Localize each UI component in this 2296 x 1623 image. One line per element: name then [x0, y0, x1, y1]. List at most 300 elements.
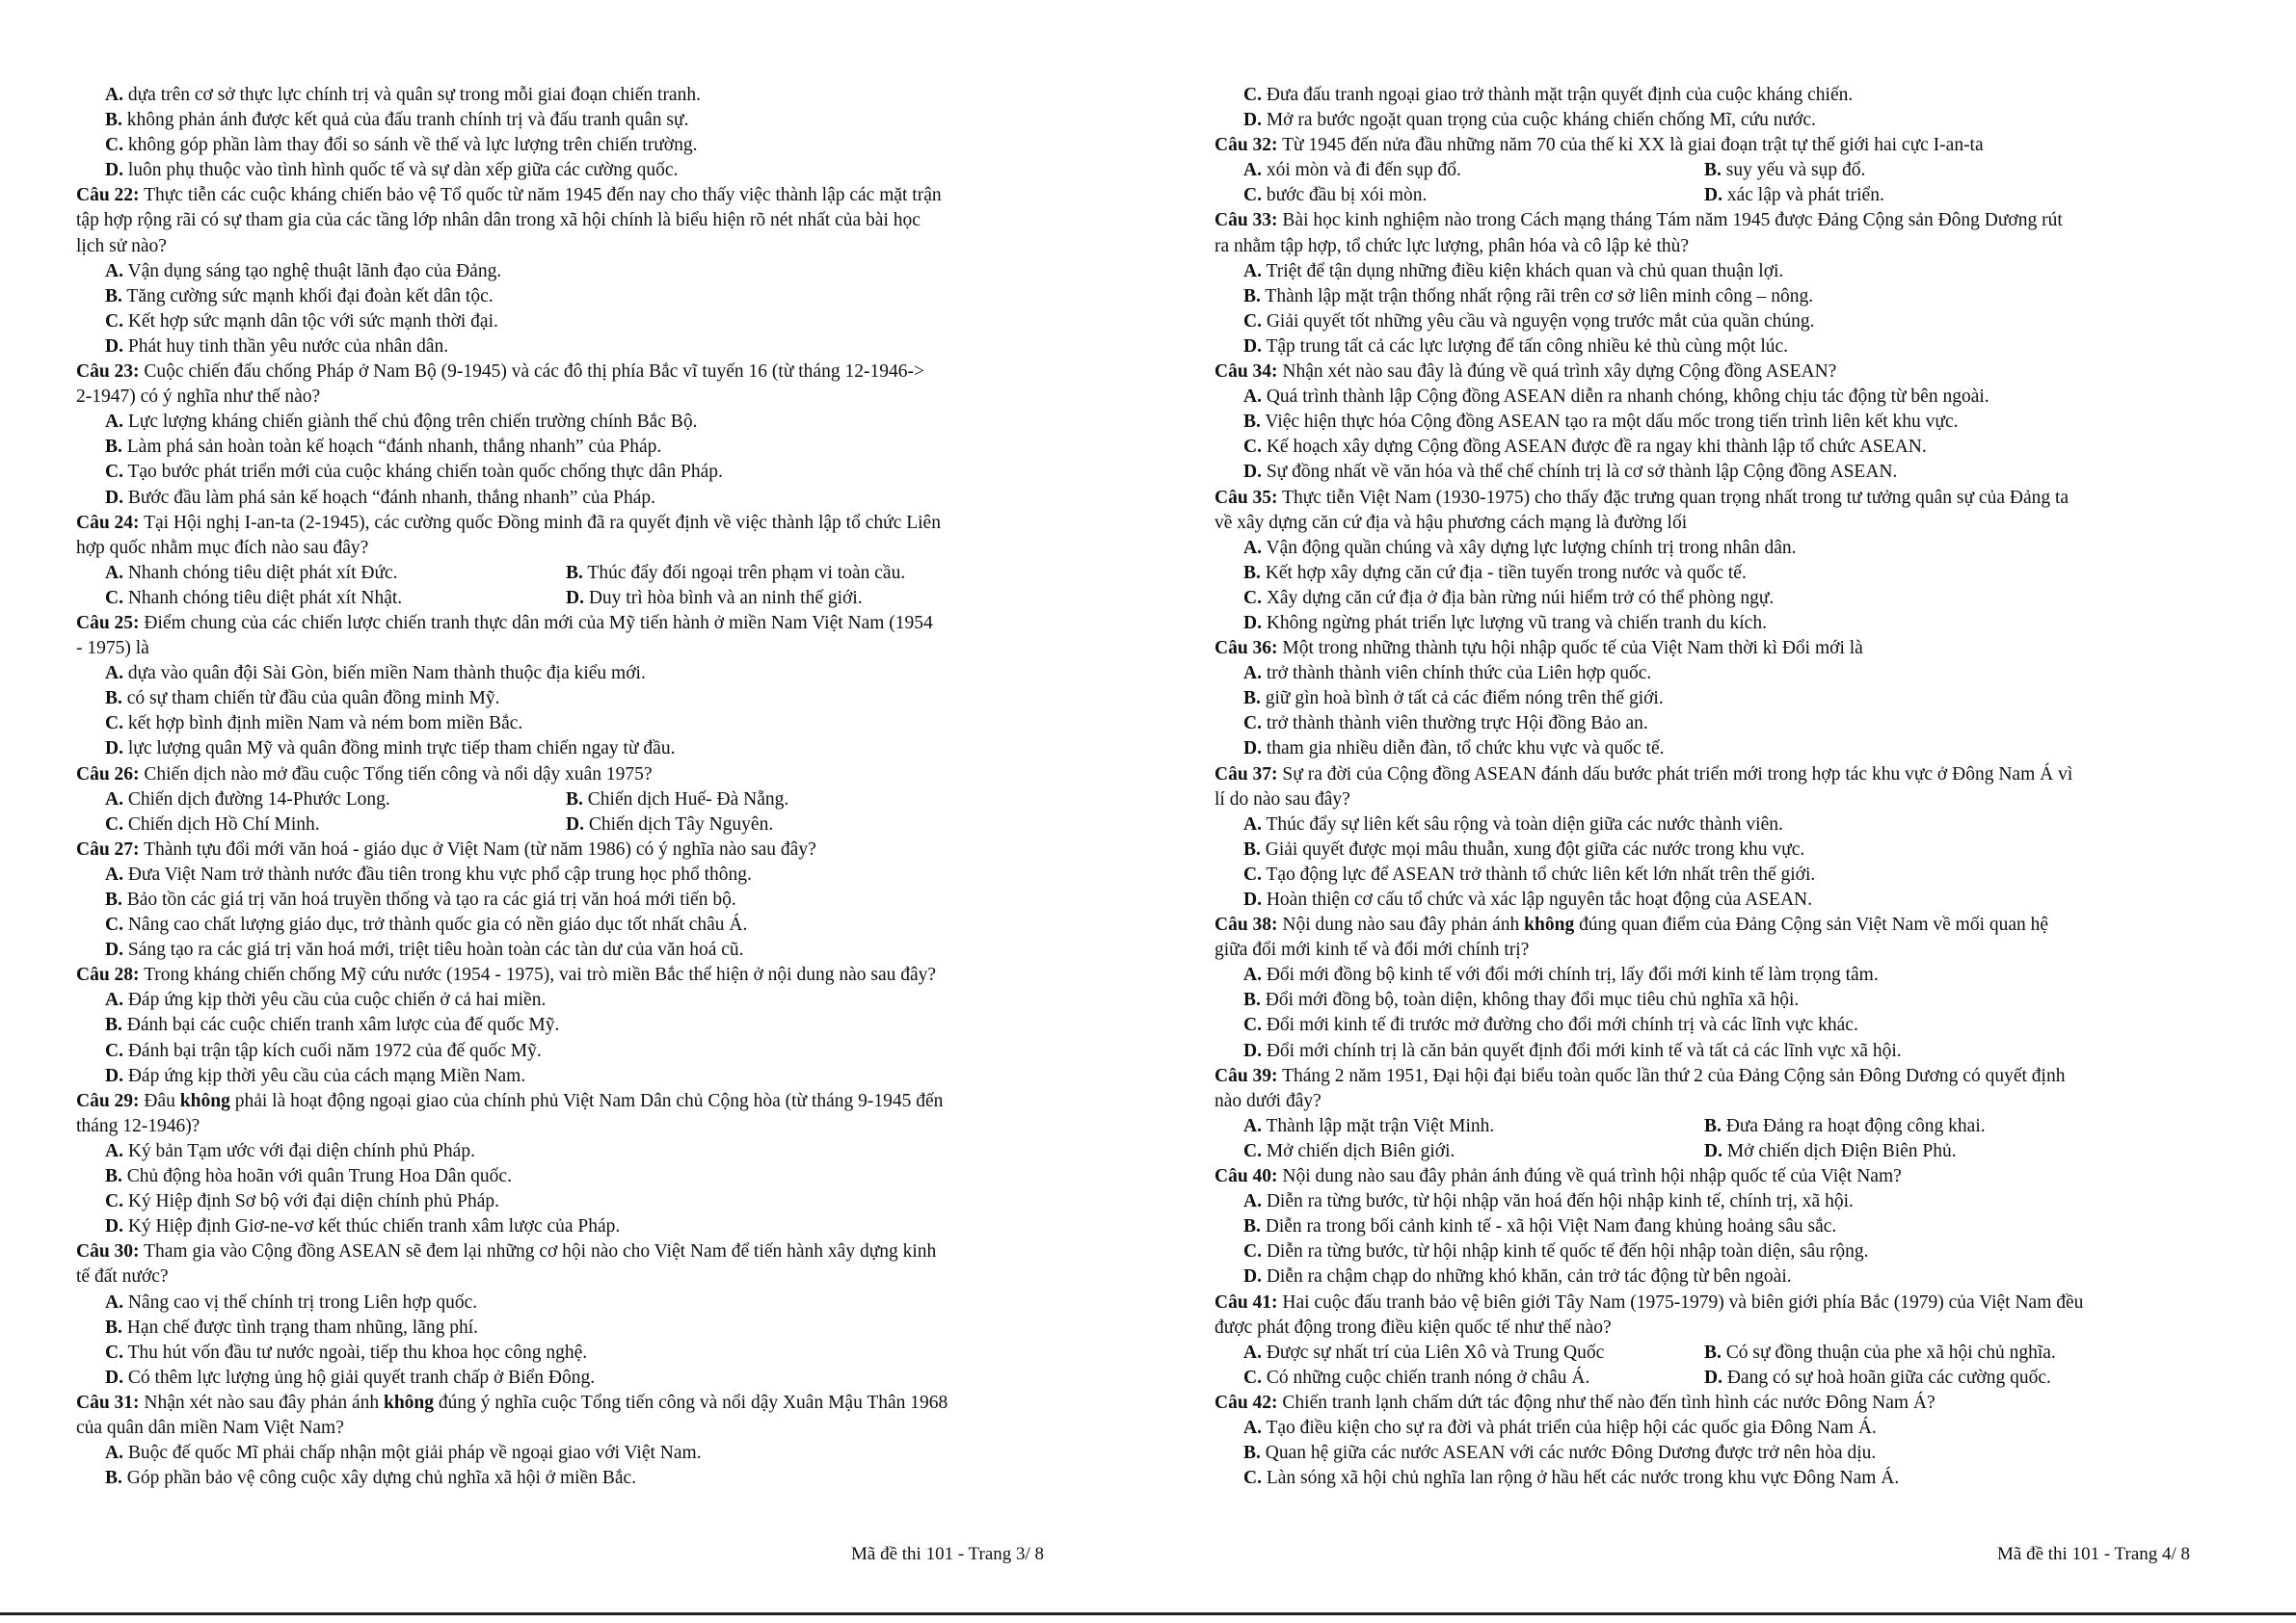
- question-text: tập hợp rộng rãi có sự tham gia của các tầng lớp nhân dân trong xã hội chính là biểu hiện rõ nét nhất của bài học: [76, 210, 921, 231]
- option-letter: A.: [1243, 1417, 1262, 1438]
- option-letter: A.: [105, 1291, 123, 1313]
- answer-option: [1215, 1239, 2238, 1264]
- option-text: giữ gìn hoà bình ở tất cả các điểm nóng trên thế giới.: [1260, 688, 1664, 709]
- emphasis-word: không: [1524, 915, 1575, 936]
- option-letter: B.: [1243, 562, 1261, 583]
- question-continuation: [76, 234, 1098, 259]
- question-line: [76, 183, 1098, 208]
- question-text: Tại Hội nghị I-an-ta (2-1945), các cường quốc Đồng minh đã ra quyết định về việc thành lập tổ chức Liên: [139, 512, 941, 533]
- option-letter: D.: [105, 1216, 123, 1237]
- question-text: ra nhằm tập hợp, tổ chức lực lượng, phân hóa và cô lập kẻ thù?: [1215, 235, 1690, 256]
- answer-option: [1215, 536, 2238, 561]
- question-line: [1215, 359, 2238, 385]
- question-number: Câu 37:: [1215, 763, 1278, 785]
- answer-option: [1215, 812, 2238, 838]
- option-letter: B.: [1243, 688, 1261, 709]
- question-continuation: [1215, 511, 2238, 536]
- option-letter: D.: [1704, 1140, 1722, 1161]
- question-line: [76, 359, 1098, 385]
- option-letter: B.: [105, 1468, 122, 1489]
- option-letter: C.: [105, 1040, 123, 1061]
- question-text: đúng quan điểm của Đảng Cộng sản Việt Nam về mối quan hệ: [1574, 915, 2049, 936]
- option-text: Đáp ứng kịp thời yêu cầu của cách mạng Miền Nam.: [122, 1065, 526, 1086]
- question-number: Câu 39:: [1215, 1065, 1278, 1086]
- option-letter: D.: [105, 1367, 123, 1388]
- option-text: Giải quyết tốt những yêu cầu và nguyện vọng trước mắt của quần chúng.: [1261, 310, 1815, 332]
- option-letter: A.: [105, 1443, 123, 1464]
- answer-option: [1215, 963, 2238, 988]
- question-number: Câu 34:: [1215, 361, 1278, 383]
- emphasis-word: không: [179, 1090, 230, 1111]
- answer-option: [1215, 1214, 2238, 1239]
- option-letter: B.: [1243, 838, 1261, 860]
- question-text: Tháng 2 năm 1951, Đại hội đại biểu toàn quốc lần thứ 2 của Đảng Cộng sản Đông Dương có quyết định: [1277, 1065, 2066, 1086]
- answer-option: [1215, 838, 2238, 863]
- question-line: [1215, 1391, 2238, 1416]
- option-letter: C.: [1243, 1140, 1262, 1161]
- option-text: Đáp ứng kịp thời yêu cầu của cuộc chiến ở cả hai miền.: [122, 990, 547, 1011]
- answer-option: [76, 1164, 1098, 1189]
- question-text: về xây dựng căn cứ địa và hậu phương cách mạng là đường lối: [1215, 512, 1688, 533]
- option-text: Góp phần bảo vệ công cuộc xây dựng chủ nghĩa xã hội ở miền Bắc.: [121, 1468, 637, 1489]
- option-text: không phản ánh được kết quả của đấu tranh chính trị và đấu tranh quân sự.: [121, 110, 689, 131]
- question-line: [1215, 1164, 2238, 1189]
- option-letter: B.: [105, 110, 122, 131]
- option-letter: C.: [1243, 185, 1262, 206]
- question-number: Câu 40:: [1215, 1166, 1278, 1187]
- option-text: Ký bản Tạm ước với đại diện chính phủ Pháp.: [122, 1140, 475, 1161]
- answer-option: [1215, 284, 2238, 309]
- question-number: Câu 22:: [76, 185, 140, 206]
- option-cell: [1704, 183, 2238, 208]
- option-text: Đang có sự hoà hoãn giữa các cường quốc.: [1726, 1367, 2051, 1388]
- answer-option: [1215, 1441, 2238, 1466]
- option-text: Chiến dịch Tây Nguyên.: [588, 813, 774, 835]
- question-number: Câu 29:: [76, 1090, 140, 1111]
- answer-option: [1215, 1013, 2238, 1038]
- answer-option: [76, 435, 1098, 460]
- answer-option: [76, 83, 1098, 108]
- page-4-column: [1215, 83, 2238, 1491]
- option-text: Ký Hiệp định Giơ-ne-vơ kết thúc chiến tranh xâm lược của Pháp.: [122, 1216, 621, 1237]
- option-text: Chiến dịch Huế- Đà Nẵng.: [587, 788, 789, 810]
- option-letter: A.: [105, 864, 123, 885]
- question-text: hợp quốc nhằm mục đích nào sau đây?: [76, 537, 369, 558]
- answer-option: [1215, 863, 2238, 888]
- option-text: Ký Hiệp định Sơ bộ với đại diện chính phủ Pháp.: [122, 1191, 499, 1212]
- answer-option: [76, 460, 1098, 485]
- question-number: Câu 32:: [1215, 135, 1278, 156]
- question-line: [1215, 208, 2238, 233]
- option-letter: D.: [1704, 1367, 1722, 1388]
- question-number: Câu 30:: [76, 1241, 140, 1263]
- question-text: Từ 1945 đến nửa đầu những năm 70 của thế kỉ XX là giai đoạn trật tự thế giới hai cực I-an-ta: [1277, 135, 1984, 156]
- option-letter: D.: [1243, 738, 1262, 759]
- question-text: giữa đổi mới kinh tế và đổi mới chính trị?: [1215, 940, 1530, 961]
- answer-option: [1215, 108, 2238, 133]
- option-letter: C.: [1243, 1367, 1262, 1388]
- answer-option: [1215, 1466, 2238, 1491]
- answer-option: [76, 284, 1098, 309]
- question-number: Câu 42:: [1215, 1392, 1278, 1413]
- option-letter: A.: [1243, 965, 1262, 986]
- option-cell: [1243, 183, 1704, 208]
- option-text: Có thêm lực lượng ủng hộ giải quyết tranh chấp ở Biển Đông.: [122, 1367, 596, 1388]
- option-letter: D.: [1243, 110, 1262, 131]
- question-continuation: [1215, 1316, 2238, 1341]
- option-letter: C.: [1243, 587, 1262, 608]
- option-cell: [1243, 1341, 1704, 1366]
- option-letter: A.: [105, 1140, 123, 1161]
- answer-option: [76, 661, 1098, 686]
- answer-option: [1215, 988, 2238, 1013]
- answer-option: [1215, 1416, 2238, 1441]
- answer-option: [76, 888, 1098, 913]
- option-text: Đưa đấu tranh ngoại giao trở thành mặt trận quyết định của cuộc kháng chiến.: [1261, 85, 1854, 105]
- question-text: Chiến tranh lạnh chấm dứt tác động như thế nào đến tình hình các nước Đông Nam Á?: [1277, 1392, 1936, 1413]
- option-text: Làm phá sản hoàn toàn kế hoạch “đánh nhanh, thắng nhanh” của Pháp.: [121, 437, 662, 458]
- option-letter: D.: [1243, 1040, 1262, 1061]
- option-letter: B.: [1704, 1342, 1722, 1363]
- question-text: Nội dung nào sau đây phản ánh: [1277, 915, 1525, 936]
- option-cell: [1704, 1366, 2238, 1391]
- option-text: Quá trình thành lập Cộng đồng ASEAN diễn ra nhanh chóng, không chịu tác động từ bên ngoài.: [1261, 386, 1989, 408]
- option-text: Bảo tồn các giá trị văn hoá truyền thống và tạo ra các giá trị văn hoá mới tiến bộ.: [121, 890, 736, 910]
- answer-option: [76, 1441, 1098, 1466]
- option-letter: D.: [105, 335, 123, 357]
- option-cell: [566, 812, 1098, 838]
- answer-option: [1215, 1039, 2238, 1064]
- option-letter: B.: [105, 1015, 122, 1036]
- option-text: Tăng cường sức mạnh khối đại đoàn kết dân tộc.: [121, 285, 494, 306]
- option-text: Chủ động hòa hoãn với quân Trung Hoa Dân quốc.: [121, 1166, 512, 1187]
- option-text: Chiến dịch Hồ Chí Minh.: [127, 813, 320, 835]
- option-row: [1215, 1366, 2238, 1391]
- question-text: Cuộc chiến đấu chống Pháp ở Nam Bộ (9-1945) và các đô thị phía Bắc vĩ tuyến 16 (từ tháng 12-1946->: [139, 361, 924, 383]
- option-letter: D.: [1243, 890, 1262, 910]
- option-letter: D.: [566, 813, 584, 835]
- answer-option: [76, 863, 1098, 888]
- option-row: [1215, 1114, 2238, 1139]
- option-text: Mở chiến dịch Biên giới.: [1266, 1140, 1455, 1161]
- option-text: Sáng tạo ra các giá trị văn hoá mới, triệt tiêu hoàn toàn các tàn dư của văn hoá cũ.: [122, 940, 744, 961]
- option-letter: D.: [105, 160, 123, 181]
- option-letter: A.: [1243, 160, 1262, 181]
- option-letter: C.: [1243, 310, 1262, 332]
- option-letter: A.: [1243, 1115, 1262, 1136]
- page-footer-left: Mã đề thi 101 - Trang 3/ 8: [851, 1544, 1045, 1564]
- option-letter: B.: [105, 437, 122, 458]
- option-text: Kết hợp xây dựng căn cứ địa - tiền tuyến trong nước và quốc tế.: [1260, 562, 1747, 583]
- option-letter: D.: [566, 587, 584, 608]
- option-cell: [1243, 1139, 1704, 1164]
- option-letter: B.: [1243, 1443, 1261, 1464]
- page-3-column: [76, 83, 1098, 1491]
- option-letter: C.: [105, 1191, 123, 1212]
- question-number: Câu 38:: [1215, 915, 1278, 936]
- option-letter: B.: [1243, 412, 1261, 433]
- question-continuation: [76, 1416, 1098, 1441]
- option-text: Giải quyết được mọi mâu thuẫn, xung đột giữa các nước trong khu vực.: [1260, 838, 1805, 860]
- answer-option: [1215, 259, 2238, 284]
- option-text: Đổi mới đồng bộ kinh tế với đổi mới chính trị, lấy đổi mới kinh tế làm trọng tâm.: [1261, 965, 1879, 986]
- question-number: Câu 28:: [76, 965, 140, 986]
- question-number: Câu 33:: [1215, 210, 1278, 231]
- option-letter: C.: [105, 587, 123, 608]
- answer-option: [76, 1366, 1098, 1391]
- option-text: Kết hợp sức mạnh dân tộc với sức mạnh thời đại.: [122, 310, 498, 332]
- option-letter: A.: [105, 788, 123, 810]
- option-text: dựa trên cơ sở thực lực chính trị và quân sự trong mỗi giai đoạn chiến tranh.: [122, 85, 701, 105]
- option-text: Diễn ra từng bước, từ hội nhập kinh tế quốc tế đến hội nhập toàn diện, sâu rộng.: [1261, 1241, 1869, 1263]
- option-text: Xây dựng căn cứ địa ở địa bàn rừng núi hiểm trở có thể phòng ngự.: [1261, 587, 1775, 608]
- question-text: phải là hoạt động ngoại giao của chính phủ Việt Nam Dân chủ Cộng hòa (từ tháng 9-1945 đến: [229, 1090, 944, 1111]
- answer-option: [1215, 561, 2238, 586]
- option-letter: A.: [105, 562, 123, 583]
- option-cell: [105, 561, 566, 586]
- option-text: tham gia nhiều diễn đàn, tổ chức khu vực và quốc tế.: [1261, 738, 1665, 759]
- option-letter: A.: [105, 663, 123, 684]
- option-letter: B.: [1704, 160, 1722, 181]
- option-letter: D.: [105, 738, 123, 759]
- option-letter: C.: [105, 813, 123, 835]
- answer-option: [76, 1139, 1098, 1164]
- option-text: Triệt để tận dụng những điều kiện khách quan và chủ quan thuận lợi.: [1261, 260, 1784, 281]
- question-continuation: [76, 636, 1098, 661]
- question-text: Nhận xét nào sau đây là đúng về quá trình xây dựng Cộng đồng ASEAN?: [1277, 361, 1837, 383]
- question-continuation: [1215, 938, 2238, 963]
- question-number: Câu 36:: [1215, 638, 1278, 659]
- question-text: đúng ý nghĩa cuộc Tổng tiến công và nổi dậy Xuân Mậu Thân 1968: [434, 1392, 948, 1413]
- question-text: Một trong những thành tựu hội nhập quốc tế của Việt Nam thời kì Đổi mới là: [1277, 638, 1863, 659]
- question-text: 2-1947) có ý nghĩa như thế nào?: [76, 386, 321, 408]
- option-text: xói mòn và đi đến sụp đổ.: [1266, 160, 1461, 181]
- option-text: Nâng cao vị thế chính trị trong Liên hợp quốc.: [122, 1291, 478, 1313]
- page-footer-right: Mã đề thi 101 - Trang 4/ 8: [1997, 1544, 2191, 1564]
- option-letter: C.: [105, 713, 123, 734]
- question-line: [1215, 636, 2238, 661]
- answer-option: [1215, 460, 2238, 485]
- question-number: Câu 24:: [76, 512, 140, 533]
- answer-option: [1215, 686, 2238, 711]
- option-text: Làn sóng xã hội chủ nghĩa lan rộng ở hầu hết các nước trong khu vực Đông Nam Á.: [1261, 1468, 1900, 1489]
- answer-option: [76, 686, 1098, 711]
- question-text: Bài học kinh nghiệm nào trong Cách mạng tháng Tám năm 1945 được Đảng Cộng sản Đông Dương rút: [1277, 210, 2063, 231]
- question-line: [1215, 913, 2238, 938]
- option-text: lực lượng quân Mỹ và quân đồng minh trực tiếp tham chiến ngay từ đầu.: [122, 738, 676, 759]
- question-line: [76, 1391, 1098, 1416]
- option-letter: A.: [1243, 386, 1262, 408]
- option-letter: D.: [1243, 612, 1262, 633]
- answer-option: [76, 913, 1098, 938]
- option-text: Đổi mới chính trị là căn bản quyết định đổi mới kinh tế và tất cả các lĩnh vực xã hội.: [1261, 1040, 1902, 1061]
- option-text: không góp phần làm thay đổi so sánh về thế và lực lượng trên chiến trường.: [122, 135, 698, 156]
- option-text: Nhanh chóng tiêu diệt phát xít Nhật.: [127, 587, 403, 608]
- question-number: Câu 25:: [76, 612, 140, 633]
- option-text: Đưa Đảng ra hoạt động công khai.: [1725, 1115, 1986, 1136]
- answer-option: [1215, 661, 2238, 686]
- option-cell: [105, 787, 566, 812]
- question-text: Nội dung nào sau đây phản ánh đúng về quá trình hội nhập quốc tế của Việt Nam?: [1277, 1166, 1902, 1187]
- answer-option: [76, 736, 1098, 761]
- option-text: Chiến dịch đường 14-Phước Long.: [127, 788, 390, 810]
- option-letter: B.: [105, 285, 122, 306]
- question-number: Câu 35:: [1215, 487, 1278, 508]
- question-number: Câu 41:: [1215, 1291, 1278, 1313]
- question-text: lí do nào sau đây?: [1215, 788, 1350, 810]
- question-text: nào dưới đây?: [1215, 1090, 1322, 1111]
- option-letter: C.: [1243, 864, 1262, 885]
- option-letter: C.: [1243, 713, 1262, 734]
- option-row: [1215, 1139, 2238, 1164]
- option-letter: C.: [105, 135, 123, 156]
- option-text: Diễn ra trong bối cảnh kinh tế - xã hội Việt Nam đang khủng hoảng sâu sắc.: [1260, 1216, 1837, 1237]
- answer-option: [1215, 1189, 2238, 1214]
- option-text: Tạo bước phát triển mới của cuộc kháng chiến toàn quốc chống thực dân Pháp.: [122, 462, 723, 483]
- option-text: Hoàn thiện cơ cấu tổ chức và xác lập nguyên tắc hoạt động của ASEAN.: [1261, 890, 1813, 910]
- option-text: Đánh bại trận tập kích cuối năm 1972 của đế quốc Mỹ.: [122, 1040, 542, 1061]
- option-text: suy yếu và sụp đổ.: [1725, 160, 1866, 181]
- option-letter: A.: [1243, 663, 1262, 684]
- question-text: Nhận xét nào sau đây phản ánh: [139, 1392, 384, 1413]
- option-letter: B.: [1243, 285, 1261, 306]
- option-text: Thu hút vốn đầu tư nước ngoài, tiếp thu khoa học công nghệ.: [122, 1342, 588, 1363]
- question-text: tháng 12-1946)?: [76, 1115, 200, 1136]
- answer-option: [76, 133, 1098, 158]
- question-line: [76, 511, 1098, 536]
- question-continuation: [1215, 234, 2238, 259]
- option-letter: B.: [1243, 990, 1261, 1011]
- answer-option: [1215, 611, 2238, 636]
- option-cell: [1704, 1341, 2238, 1366]
- option-text: Thành lập mặt trận Việt Minh.: [1266, 1115, 1495, 1136]
- question-line: [1215, 486, 2238, 511]
- option-text: Đổi mới kinh tế đi trước mở đường cho đổi mới chính trị và các lĩnh vực khác.: [1261, 1015, 1858, 1036]
- answer-option: [1215, 83, 2238, 108]
- answer-option: [76, 1341, 1098, 1366]
- option-text: luôn phụ thuộc vào tình hình quốc tế và sự dàn xếp giữa các cường quốc.: [122, 160, 679, 181]
- question-continuation: [76, 1264, 1098, 1290]
- option-letter: C.: [105, 310, 123, 332]
- option-text: Tạo điều kiện cho sự ra đời và phát triển của hiệp hội các quốc gia Đông Nam Á.: [1261, 1417, 1877, 1438]
- option-text: Kế hoạch xây dựng Cộng đồng ASEAN được đề ra ngay khi thành lập tổ chức ASEAN.: [1261, 437, 1927, 458]
- question-continuation: [76, 1114, 1098, 1139]
- option-letter: A.: [105, 260, 123, 281]
- option-text: Thúc đẩy sự liên kết sâu rộng và toàn diện giữa các nước thành viên.: [1261, 813, 1783, 835]
- option-text: Có những cuộc chiến tranh nóng ở châu Á.: [1266, 1367, 1590, 1388]
- option-letter: A.: [1243, 1342, 1262, 1363]
- option-letter: A.: [105, 85, 123, 105]
- option-text: bước đầu bị xói mòn.: [1266, 185, 1428, 206]
- question-number: Câu 27:: [76, 838, 140, 860]
- option-cell: [1243, 1366, 1704, 1391]
- option-text: dựa vào quân đội Sài Gòn, biến miền Nam thành thuộc địa kiểu mới.: [122, 663, 646, 684]
- answer-option: [76, 410, 1098, 435]
- option-row: [76, 586, 1098, 611]
- question-line: [76, 1239, 1098, 1264]
- question-text: Sự ra đời của Cộng đồng ASEAN đánh dấu bước phát triển mới trong hợp tác khu vực ở Đông Nam Á vì: [1277, 763, 2073, 785]
- question-continuation: [76, 208, 1098, 233]
- option-text: Thành lập mặt trận thống nhất rộng rãi trên cơ sở liên minh công – nông.: [1260, 285, 1814, 306]
- answer-option: [1215, 711, 2238, 736]
- option-letter: C.: [1243, 85, 1262, 105]
- option-text: Đưa Việt Nam trở thành nước đầu tiên trong khu vực phổ cập trung học phổ thông.: [122, 864, 752, 885]
- answer-option: [76, 158, 1098, 183]
- question-text: Tham gia vào Cộng đồng ASEAN sẽ đem lại những cơ hội nào cho Việt Nam để tiến hành xây dựng kinh: [139, 1241, 937, 1263]
- answer-option: [76, 486, 1098, 511]
- question-text: tế đất nước?: [76, 1266, 169, 1288]
- option-letter: D.: [1243, 335, 1262, 357]
- option-letter: B.: [1243, 1216, 1261, 1237]
- option-row: [76, 812, 1098, 838]
- option-letter: C.: [105, 1342, 123, 1363]
- option-text: trở thành thành viên chính thức của Liên hợp quốc.: [1261, 663, 1652, 684]
- option-text: Mở ra bước ngoặt quan trọng của cuộc kháng chiến chống Mĩ, cứu nước.: [1261, 110, 1816, 131]
- option-row: [76, 561, 1098, 586]
- answer-option: [1215, 334, 2238, 359]
- question-text: Điểm chung của các chiến lược chiến tranh thực dân mới của Mỹ tiến hành ở miền Nam Việt Nam (1954: [139, 612, 933, 633]
- question-continuation: [76, 536, 1098, 561]
- answer-option: [1215, 736, 2238, 761]
- question-continuation: [1215, 787, 2238, 812]
- question-line: [76, 838, 1098, 863]
- question-number: Câu 31:: [76, 1392, 140, 1413]
- option-text: Phát huy tinh thần yêu nước của nhân dân.: [122, 335, 449, 357]
- option-cell: [1243, 1114, 1704, 1139]
- option-letter: A.: [1243, 260, 1262, 281]
- question-text: lịch sử nào?: [76, 235, 167, 256]
- option-letter: C.: [1243, 1468, 1262, 1489]
- option-text: Vận dụng sáng tạo nghệ thuật lãnh đạo của Đảng.: [122, 260, 502, 281]
- question-text: Thực tiễn Việt Nam (1930-1975) cho thấy đặc trưng quan trọng nhất trong tư tưởng quân sự của Đảng ta: [1277, 487, 2069, 508]
- answer-option: [1215, 309, 2238, 334]
- answer-option: [1215, 410, 2238, 435]
- option-cell: [566, 561, 1098, 586]
- answer-option: [76, 1316, 1098, 1341]
- option-text: Nâng cao chất lượng giáo dục, trở thành quốc gia có nền giáo dục tốt nhất châu Á.: [122, 915, 748, 936]
- question-line: [76, 1089, 1098, 1114]
- option-letter: D.: [105, 940, 123, 961]
- question-line: [76, 611, 1098, 636]
- question-number: Câu 26:: [76, 763, 140, 785]
- question-text: của quân dân miền Nam Việt Nam?: [76, 1417, 344, 1438]
- option-text: Có sự đồng thuận của phe xã hội chủ nghĩa.: [1725, 1342, 2056, 1363]
- option-text: Bước đầu làm phá sản kế hoạch “đánh nhanh, thắng nhanh” của Pháp.: [122, 487, 656, 508]
- option-letter: D.: [105, 487, 123, 508]
- answer-option: [76, 1013, 1098, 1038]
- option-letter: C.: [1243, 437, 1262, 458]
- option-text: Việc hiện thực hóa Cộng đồng ASEAN tạo ra một dấu mốc trong tiến trình liên kết khu vực.: [1260, 412, 1959, 433]
- option-letter: B.: [105, 890, 122, 910]
- option-letter: A.: [105, 990, 123, 1011]
- question-line: [1215, 1064, 2238, 1089]
- option-letter: C.: [105, 915, 123, 936]
- option-letter: B.: [105, 1166, 122, 1187]
- answer-option: [76, 938, 1098, 963]
- emphasis-word: không: [383, 1392, 435, 1413]
- option-text: Nhanh chóng tiêu diệt phát xít Đức.: [127, 562, 398, 583]
- question-line: [76, 963, 1098, 988]
- option-letter: D.: [1704, 185, 1722, 206]
- question-line: [76, 762, 1098, 787]
- option-letter: C.: [105, 462, 123, 483]
- answer-option: [76, 988, 1098, 1013]
- option-cell: [1704, 158, 2238, 183]
- option-text: trở thành thành viên thường trực Hội đồng Bảo an.: [1261, 713, 1648, 734]
- option-text: Đổi mới đồng bộ, toàn diện, không thay đổi mục tiêu chủ nghĩa xã hội.: [1260, 990, 1800, 1011]
- question-number: Câu 23:: [76, 361, 140, 383]
- option-text: Không ngừng phát triển lực lượng vũ trang và chiến tranh du kích.: [1261, 612, 1767, 633]
